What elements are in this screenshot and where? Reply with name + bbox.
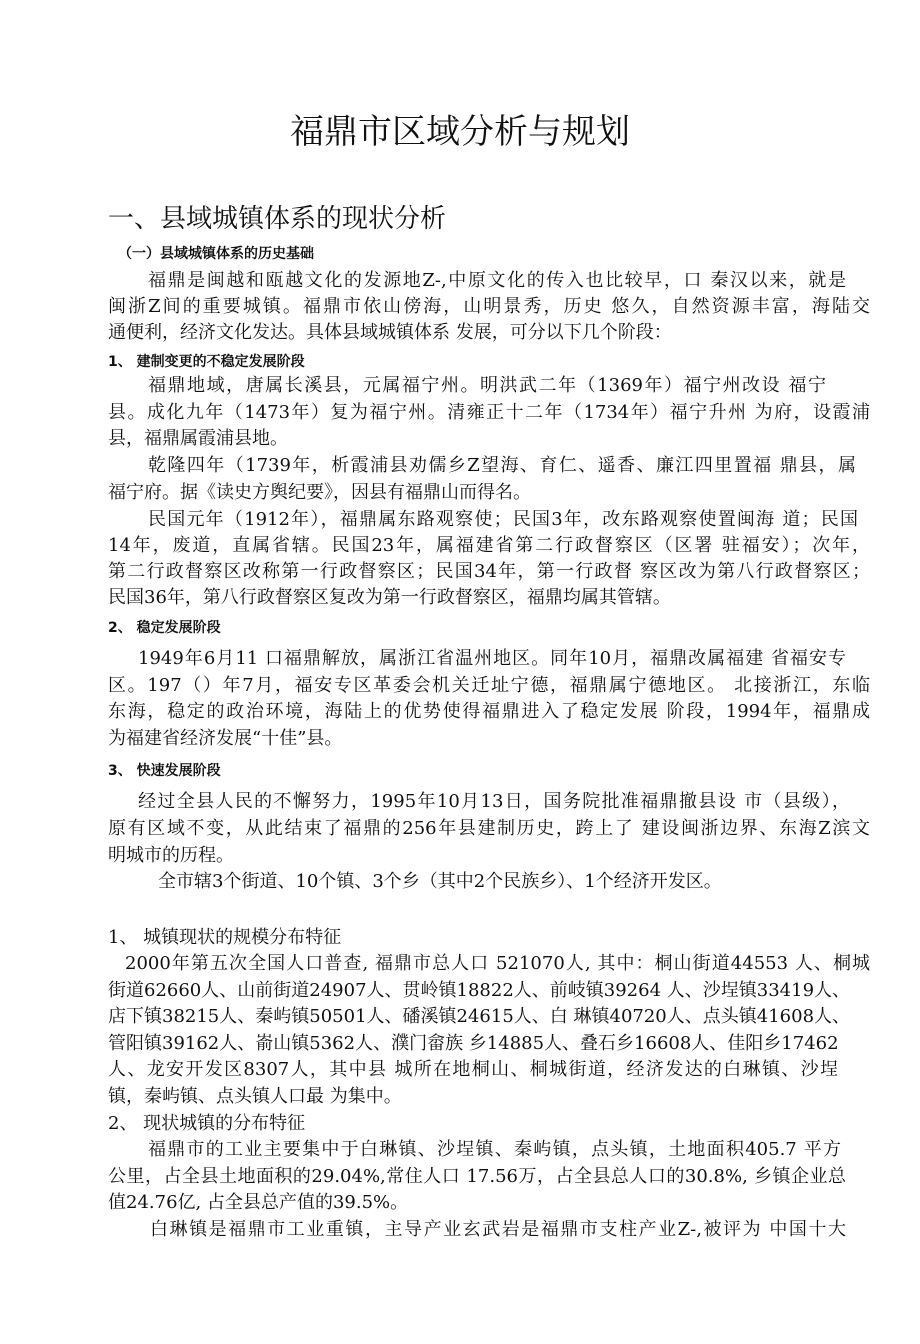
paragraph-line: 福鼎市的工业主要集中于白琳镇、沙埕镇、秦屿镇，点头镇，土地面积405.7 平方 <box>148 1139 841 1160</box>
paragraph-line: 街道62660人、山前街道24907人、贯岭镇18822人、前岐镇39264 人、沙埕镇33419人、 <box>108 980 851 1001</box>
paragraph-line: 白琳镇是福鼎市工业重镇，主导产业玄武岩是福鼎市支柱产业Z-,被评为 中国十大 <box>150 1219 846 1240</box>
stage-heading-3: 3、 快速发展阶段 <box>108 763 221 779</box>
paragraph-line: 全市辖3个街道、10个镇、3个乡（其中2个民族乡）、1个经济开发区。 <box>158 871 722 892</box>
paragraph-line: 闽浙Z间的重要城镇。福鼎市依山傍海，山明景秀，历史 悠久，自然资源丰富，海陆交 <box>108 296 870 317</box>
subsection-heading: 2、 现状城镇的分布特征 <box>108 1113 306 1134</box>
paragraph-line: 人、龙安开发区8307人，其中县 城所在地桐山、桐城街道，经济发达的白琳镇、沙埕 <box>108 1059 838 1080</box>
paragraph-line: 店下镇38215人、秦屿镇50501人、磻溪镇24615人、白 琳镇40720人、点头镇41608人、 <box>108 1006 851 1027</box>
paragraph-line: 区。197（）年7月，福安专区革委会机关迁址宁德，福鼎属宁德地区。 北接浙江，东临 <box>108 675 870 696</box>
paragraph-line: 1949年6月11 口福鼎解放，属浙江省温州地区。同年10月，福鼎改属福建 省福安专 <box>138 648 846 669</box>
document-title: 福鼎市区域分析与规划 <box>290 112 630 152</box>
paragraph-line: 县。成化九年（1473年）复为福宁州。清雍正十二年（1734年）福宁升州 为府，设霞浦 <box>108 402 870 423</box>
paragraph-line: 民国元年（1912年），福鼎属东路观察使；民国3年，改东路观察使置闽海 道；民国 <box>148 509 858 530</box>
paragraph-line: 原有区域不变，从此结束了福鼎的256年县建制历史，跨上了 建设闽浙边界、东海Z滨文 <box>108 818 870 839</box>
paragraph-line: 东海，稳定的政治环境，海陆上的优势使得福鼎进入了稳定发展 阶段，1994年，福鼎成 <box>108 701 870 722</box>
paragraph-line: 为福建省经济发展“十佳”县。 <box>108 728 343 749</box>
paragraph-line: 乾隆四年（1739年，析霞浦县劝儒乡Z望海、育仁、遥香、廉江四里置福 鼎县，属 <box>148 455 856 476</box>
paragraph-line: 14年，废道，直属省辖。民国23年，属福建省第二行政督察区（区署 驻福安）；次年， <box>108 535 870 556</box>
paragraph-line: 经过全县人民的不懈努力，1995年10月13日，国务院批准福鼎撤县设 市（县级）， <box>138 791 850 812</box>
paragraph-line: 民国36年，第八行政督察区复改为第一行政督察区，福鼎均属其管辖。 <box>108 587 671 608</box>
paragraph-line: 福鼎地域，唐属长溪县，元属福宁州。明洪武二年（1369年）福宁州改设 福宁 <box>148 375 826 396</box>
paragraph-line: 通便利，经济文化发达。具体县域城镇体系 发展，可分以下几个阶段： <box>108 322 672 343</box>
paragraph-line: 管阳镇39162人、嵛山镇5362人、濮门畲族 乡14885人、叠石乡16608人、佳阳乡17462 <box>108 1033 839 1054</box>
stage-heading-2: 2、 稳定发展阶段 <box>108 620 221 636</box>
subsection-heading: 1、 城镇现状的规模分布特征 <box>108 927 342 948</box>
paragraph-line: 福宁府。据《读史方舆纪要》，因县有福鼎山而得名。 <box>108 482 531 503</box>
paragraph-line: 县，福鼎属霞浦县地。 <box>108 428 288 449</box>
paragraph-line: 明城市的历程。 <box>108 845 234 866</box>
paragraph-line: 2000年第五次全国人口普查, 福鼎市总人口 521070人, 其中：桐山街道44553 人、桐城 <box>125 953 870 974</box>
section-heading: 一、县域城镇体系的现状分析 <box>108 204 447 234</box>
paragraph-line: 值24.76亿, 占全县总产值的39.5%。 <box>108 1192 409 1213</box>
paragraph-line: 福鼎是闽越和瓯越文化的发源地Z-,中原文化的传入也比较早，口 秦汉以来，就是 <box>148 270 846 291</box>
paragraph-line: 第二行政督察区改称第一行政督察区；民国34年，第一行政督 察区改为第八行政督察区； <box>108 561 870 582</box>
subsection-heading: （一）县域城镇体系的历史基础 <box>118 246 314 262</box>
paragraph-line: 镇，秦屿镇、点头镇人口最 为集中。 <box>108 1086 402 1107</box>
stage-heading-1: 1、 建制变更的不稳定发展阶段 <box>108 354 305 370</box>
paragraph-line: 公里，占全县土地面积的29.04%,常住人口 17.56万，占全县总人口的30.8%, 乡镇企业总 <box>108 1166 846 1187</box>
